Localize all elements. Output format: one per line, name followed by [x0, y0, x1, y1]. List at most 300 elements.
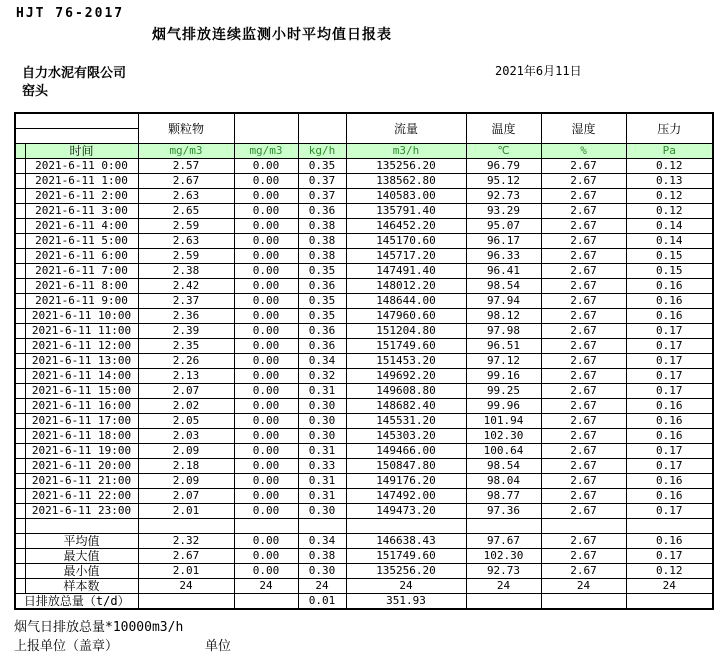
corner-cell-bottom: [15, 129, 138, 144]
data-row: [15, 279, 713, 294]
value-cell: 0.00: [234, 279, 298, 294]
value-cell: 148644.00: [346, 294, 466, 309]
value-cell: 0.35: [298, 309, 346, 324]
value-cell: 0.15: [626, 264, 713, 279]
margin-cell: [15, 144, 25, 159]
value-cell: 2.67: [541, 234, 626, 249]
value-cell: 0.00: [234, 339, 298, 354]
value-cell: 2.09: [138, 444, 234, 459]
data-row: [15, 174, 713, 189]
data-row: [15, 474, 713, 489]
unit-cell: ℃: [466, 144, 541, 159]
value-cell: 149473.20: [346, 504, 466, 519]
data-row: [15, 444, 713, 459]
value-cell: 0.17: [626, 549, 713, 564]
daily-total-label: 日排放总量（t/d）: [15, 594, 138, 610]
value-cell: 92.73: [466, 189, 541, 204]
margin-cell: [15, 534, 25, 549]
value-cell: [626, 519, 713, 534]
data-row: [15, 384, 713, 399]
value-cell: 2.67: [541, 564, 626, 579]
data-row: [15, 189, 713, 204]
value-cell: 2.67: [541, 369, 626, 384]
value-cell: 97.94: [466, 294, 541, 309]
value-cell: 98.77: [466, 489, 541, 504]
margin-cell: [15, 474, 25, 489]
page-title: 烟气排放连续监测小时平均值日报表: [152, 27, 392, 43]
time-cell: 2021-6-11 14:00: [25, 369, 138, 384]
value-cell: 0.00: [234, 159, 298, 174]
summary-label: 最小值: [25, 564, 138, 579]
value-cell: 99.16: [466, 369, 541, 384]
value-cell: 0.16: [626, 474, 713, 489]
time-cell: 2021-6-11 12:00: [25, 339, 138, 354]
value-cell: 2.67: [541, 429, 626, 444]
time-cell: 2021-6-11 23:00: [25, 504, 138, 519]
value-cell: 2.59: [138, 249, 234, 264]
value-cell: 2.67: [541, 159, 626, 174]
summary-row: [15, 564, 713, 579]
value-cell: [234, 594, 298, 610]
value-cell: 2.67: [541, 249, 626, 264]
value-cell: 0.16: [626, 414, 713, 429]
margin-cell: [15, 399, 25, 414]
value-cell: 0.35: [298, 159, 346, 174]
summary-label: 最大值: [25, 549, 138, 564]
time-cell: 2021-6-11 10:00: [25, 309, 138, 324]
value-cell: 149608.80: [346, 384, 466, 399]
value-cell: 0.00: [234, 294, 298, 309]
time-cell: 2021-6-11 3:00: [25, 204, 138, 219]
value-cell: 2.67: [541, 474, 626, 489]
value-cell: 0.16: [626, 429, 713, 444]
value-cell: 2.67: [541, 204, 626, 219]
margin-cell: [15, 249, 25, 264]
value-cell: 2.67: [541, 219, 626, 234]
value-cell: 0.12: [626, 159, 713, 174]
value-cell: 2.67: [541, 339, 626, 354]
value-cell: 0.12: [626, 204, 713, 219]
value-cell: 0.00: [234, 564, 298, 579]
value-cell: 0.38: [298, 249, 346, 264]
value-cell: 99.25: [466, 384, 541, 399]
value-cell: 2.67: [541, 489, 626, 504]
value-cell: 2.26: [138, 354, 234, 369]
value-cell: 145303.20: [346, 429, 466, 444]
corner-cell-top: [15, 113, 138, 129]
value-cell: 24: [234, 579, 298, 594]
value-cell: 2.09: [138, 474, 234, 489]
value-cell: 0.00: [234, 474, 298, 489]
value-cell: 97.98: [466, 324, 541, 339]
value-cell: [138, 519, 234, 534]
value-cell: 2.67: [138, 174, 234, 189]
value-cell: 151204.80: [346, 324, 466, 339]
value-cell: 2.03: [138, 429, 234, 444]
value-cell: 135256.20: [346, 159, 466, 174]
value-cell: 98.12: [466, 309, 541, 324]
value-cell: 146638.43: [346, 534, 466, 549]
flow-header: 流量: [346, 113, 466, 144]
time-cell: 2021-6-11 21:00: [25, 474, 138, 489]
standard-label: HJT 76-2017: [16, 6, 125, 21]
value-cell: 0.30: [298, 414, 346, 429]
time-cell: 2021-6-11 18:00: [25, 429, 138, 444]
value-cell: 2.67: [541, 264, 626, 279]
value-cell: 2.01: [138, 504, 234, 519]
margin-cell: [15, 579, 25, 594]
value-cell: 0.32: [298, 369, 346, 384]
value-cell: 0.12: [626, 564, 713, 579]
value-cell: 149692.20: [346, 369, 466, 384]
time-cell: 2021-6-11 22:00: [25, 489, 138, 504]
value-cell: 149176.20: [346, 474, 466, 489]
value-cell: 0.00: [234, 504, 298, 519]
value-cell: 146452.20: [346, 219, 466, 234]
value-cell: 0.12: [626, 189, 713, 204]
time-cell: 2021-6-11 19:00: [25, 444, 138, 459]
footer-note: 烟气日排放总量*10000m3/h: [14, 620, 184, 635]
time-cell: 2021-6-11 13:00: [25, 354, 138, 369]
value-cell: 0.36: [298, 324, 346, 339]
value-cell: 0.00: [234, 309, 298, 324]
time-cell: 2021-6-11 15:00: [25, 384, 138, 399]
value-cell: 2.65: [138, 204, 234, 219]
data-row: [15, 489, 713, 504]
value-cell: 0.17: [626, 384, 713, 399]
margin-cell: [15, 549, 25, 564]
margin-cell: [15, 264, 25, 279]
value-cell: 2.67: [541, 384, 626, 399]
data-row: [15, 429, 713, 444]
value-cell: 2.57: [138, 159, 234, 174]
margin-cell: [15, 159, 25, 174]
data-row: [15, 399, 713, 414]
value-cell: 0.00: [234, 234, 298, 249]
value-cell: 149466.00: [346, 444, 466, 459]
value-cell: 0.00: [234, 489, 298, 504]
value-cell: 151749.60: [346, 549, 466, 564]
value-cell: 0.00: [234, 459, 298, 474]
value-cell: 0.37: [298, 189, 346, 204]
value-cell: 24: [346, 579, 466, 594]
value-cell: 101.94: [466, 414, 541, 429]
value-cell: 0.00: [234, 549, 298, 564]
value-cell: 2.32: [138, 534, 234, 549]
value-cell: 100.64: [466, 444, 541, 459]
time-cell: 2021-6-11 4:00: [25, 219, 138, 234]
margin-cell: [15, 234, 25, 249]
margin-cell: [15, 489, 25, 504]
value-cell: 0.00: [234, 354, 298, 369]
value-cell: 145717.20: [346, 249, 466, 264]
value-cell: 0.16: [626, 309, 713, 324]
value-cell: 96.41: [466, 264, 541, 279]
value-cell: 0.13: [626, 174, 713, 189]
margin-cell: [15, 339, 25, 354]
value-cell: 0.36: [298, 339, 346, 354]
value-cell: 24: [466, 579, 541, 594]
value-cell: 0.16: [626, 534, 713, 549]
value-cell: 0.16: [626, 489, 713, 504]
value-cell: 24: [298, 579, 346, 594]
empty-row: [15, 519, 713, 534]
value-cell: 2.67: [541, 459, 626, 474]
value-cell: 0.00: [234, 429, 298, 444]
summary-row: [15, 549, 713, 564]
time-cell: 2021-6-11 20:00: [25, 459, 138, 474]
time-cell: 2021-6-11 0:00: [25, 159, 138, 174]
value-cell: 0.17: [626, 504, 713, 519]
group-header-row: [15, 113, 713, 129]
value-cell: 0.00: [234, 249, 298, 264]
value-cell: 0.37: [298, 174, 346, 189]
company-name: 自力水泥有限公司: [22, 66, 127, 81]
data-row: [15, 219, 713, 234]
value-cell: 99.96: [466, 399, 541, 414]
value-cell: 2.42: [138, 279, 234, 294]
value-cell: 2.18: [138, 459, 234, 474]
report-unit-label: 上报单位（盖章）: [14, 639, 119, 654]
table-body: [15, 159, 713, 610]
margin-cell: [15, 384, 25, 399]
value-cell: 0.00: [234, 399, 298, 414]
value-cell: 0.31: [298, 474, 346, 489]
report-date: 2021年6月11日: [495, 64, 582, 78]
value-cell: 0.31: [298, 384, 346, 399]
value-cell: 0.36: [298, 279, 346, 294]
value-cell: 96.79: [466, 159, 541, 174]
pressure-header: 压力: [626, 113, 713, 144]
value-cell: 2.67: [541, 309, 626, 324]
value-cell: 2.38: [138, 264, 234, 279]
value-cell: 92.73: [466, 564, 541, 579]
value-cell: 96.51: [466, 339, 541, 354]
report-table: [14, 112, 714, 610]
value-cell: 95.12: [466, 174, 541, 189]
value-cell: 102.30: [466, 549, 541, 564]
value-cell: 2.36: [138, 309, 234, 324]
value-cell: 97.67: [466, 534, 541, 549]
value-cell: 2.67: [541, 324, 626, 339]
value-cell: 2.35: [138, 339, 234, 354]
value-cell: 0.00: [234, 384, 298, 399]
daily-total-row: [15, 594, 713, 610]
value-cell: 0.17: [626, 339, 713, 354]
margin-cell: [15, 219, 25, 234]
value-cell: 2.37: [138, 294, 234, 309]
value-cell: 0.16: [626, 399, 713, 414]
unit-cell: Pa: [626, 144, 713, 159]
data-row: [15, 159, 713, 174]
value-cell: 0.17: [626, 354, 713, 369]
unit-cell: mg/m3: [234, 144, 298, 159]
value-cell: 135256.20: [346, 564, 466, 579]
value-cell: 0.38: [298, 549, 346, 564]
value-cell: 148682.40: [346, 399, 466, 414]
time-cell: 2021-6-11 5:00: [25, 234, 138, 249]
value-cell: 351.93: [346, 594, 466, 610]
margin-cell: [15, 459, 25, 474]
particulate-header: 颗粒物: [138, 113, 234, 144]
value-cell: 2.67: [541, 444, 626, 459]
value-cell: 0.31: [298, 489, 346, 504]
value-cell: 98.54: [466, 279, 541, 294]
value-cell: 0.00: [234, 204, 298, 219]
value-cell: 2.67: [541, 504, 626, 519]
value-cell: 2.67: [541, 189, 626, 204]
value-cell: 0.30: [298, 564, 346, 579]
value-cell: 0.00: [234, 189, 298, 204]
value-cell: 96.33: [466, 249, 541, 264]
value-cell: 147492.00: [346, 489, 466, 504]
blank-header-cell: [234, 113, 298, 144]
value-cell: 98.54: [466, 459, 541, 474]
data-row: [15, 459, 713, 474]
value-cell: 0.35: [298, 294, 346, 309]
value-cell: 145170.60: [346, 234, 466, 249]
data-row: [15, 339, 713, 354]
unit-row: [15, 144, 713, 159]
value-cell: 24: [626, 579, 713, 594]
value-cell: 93.29: [466, 204, 541, 219]
value-cell: 97.12: [466, 354, 541, 369]
value-cell: 2.67: [541, 399, 626, 414]
margin-cell: [15, 414, 25, 429]
data-row: [15, 249, 713, 264]
margin-cell: [15, 309, 25, 324]
time-cell: 2021-6-11 6:00: [25, 249, 138, 264]
value-cell: [234, 519, 298, 534]
value-cell: 145531.20: [346, 414, 466, 429]
value-cell: 0.00: [234, 534, 298, 549]
value-cell: 2.67: [541, 549, 626, 564]
value-cell: 0.30: [298, 504, 346, 519]
value-cell: 0.00: [234, 174, 298, 189]
margin-cell: [15, 504, 25, 519]
unit-cell: %: [541, 144, 626, 159]
value-cell: 0.00: [234, 369, 298, 384]
margin-cell: [15, 279, 25, 294]
value-cell: 2.67: [541, 354, 626, 369]
data-row: [15, 324, 713, 339]
value-cell: 0.00: [234, 264, 298, 279]
value-cell: [541, 519, 626, 534]
value-cell: 0.16: [626, 294, 713, 309]
margin-cell: [15, 519, 25, 534]
humidity-header: 湿度: [541, 113, 626, 144]
value-cell: [541, 594, 626, 610]
value-cell: 2.67: [138, 549, 234, 564]
margin-cell: [15, 429, 25, 444]
data-row: [15, 414, 713, 429]
value-cell: 140583.00: [346, 189, 466, 204]
value-cell: 0.34: [298, 534, 346, 549]
value-cell: 2.05: [138, 414, 234, 429]
value-cell: 2.07: [138, 384, 234, 399]
summary-label: 平均值: [25, 534, 138, 549]
margin-cell: [15, 564, 25, 579]
value-cell: 0.35: [298, 264, 346, 279]
unit-cell: kg/h: [298, 144, 346, 159]
value-cell: 0.00: [234, 219, 298, 234]
margin-cell: [15, 189, 25, 204]
value-cell: 2.01: [138, 564, 234, 579]
value-cell: 0.36: [298, 204, 346, 219]
margin-cell: [15, 294, 25, 309]
margin-cell: [15, 204, 25, 219]
value-cell: 0.16: [626, 279, 713, 294]
value-cell: 0.30: [298, 429, 346, 444]
value-cell: 0.00: [234, 324, 298, 339]
time-cell: 2021-6-11 7:00: [25, 264, 138, 279]
data-row: [15, 354, 713, 369]
value-cell: 0.17: [626, 369, 713, 384]
value-cell: 2.67: [541, 534, 626, 549]
value-cell: [346, 519, 466, 534]
value-cell: 2.07: [138, 489, 234, 504]
value-cell: 0.15: [626, 249, 713, 264]
value-cell: 150847.80: [346, 459, 466, 474]
value-cell: 151453.20: [346, 354, 466, 369]
unit-cell: mg/m3: [138, 144, 234, 159]
data-row: [15, 264, 713, 279]
value-cell: 147960.60: [346, 309, 466, 324]
value-cell: 2.67: [541, 279, 626, 294]
margin-cell: [15, 444, 25, 459]
value-cell: 0.00: [234, 414, 298, 429]
time-cell: 2021-6-11 2:00: [25, 189, 138, 204]
data-row: [15, 309, 713, 324]
value-cell: [138, 594, 234, 610]
value-cell: 2.63: [138, 234, 234, 249]
margin-cell: [15, 174, 25, 189]
value-cell: 102.30: [466, 429, 541, 444]
value-cell: 2.59: [138, 219, 234, 234]
margin-cell: [15, 354, 25, 369]
value-cell: 0.00: [234, 444, 298, 459]
value-cell: 95.07: [466, 219, 541, 234]
value-cell: 0.38: [298, 219, 346, 234]
data-row: [15, 294, 713, 309]
value-cell: 147491.40: [346, 264, 466, 279]
margin-cell: [15, 324, 25, 339]
value-cell: 96.17: [466, 234, 541, 249]
data-row: [15, 204, 713, 219]
margin-cell: [15, 369, 25, 384]
value-cell: 0.17: [626, 459, 713, 474]
value-cell: [298, 519, 346, 534]
value-cell: 138562.80: [346, 174, 466, 189]
unit-label: 单位: [205, 639, 232, 654]
summary-row: [15, 579, 713, 594]
value-cell: 0.14: [626, 234, 713, 249]
value-cell: [466, 519, 541, 534]
value-cell: [466, 594, 541, 610]
time-cell: 2021-6-11 1:00: [25, 174, 138, 189]
value-cell: 97.36: [466, 504, 541, 519]
value-cell: 0.17: [626, 324, 713, 339]
value-cell: [626, 594, 713, 610]
summary-label: 样本数: [25, 579, 138, 594]
time-cell: 2021-6-11 8:00: [25, 279, 138, 294]
value-cell: 2.39: [138, 324, 234, 339]
time-cell: 2021-6-11 16:00: [25, 399, 138, 414]
station-name: 窑头: [22, 84, 49, 99]
value-cell: 0.01: [298, 594, 346, 610]
value-cell: 2.63: [138, 189, 234, 204]
value-cell: 0.30: [298, 399, 346, 414]
